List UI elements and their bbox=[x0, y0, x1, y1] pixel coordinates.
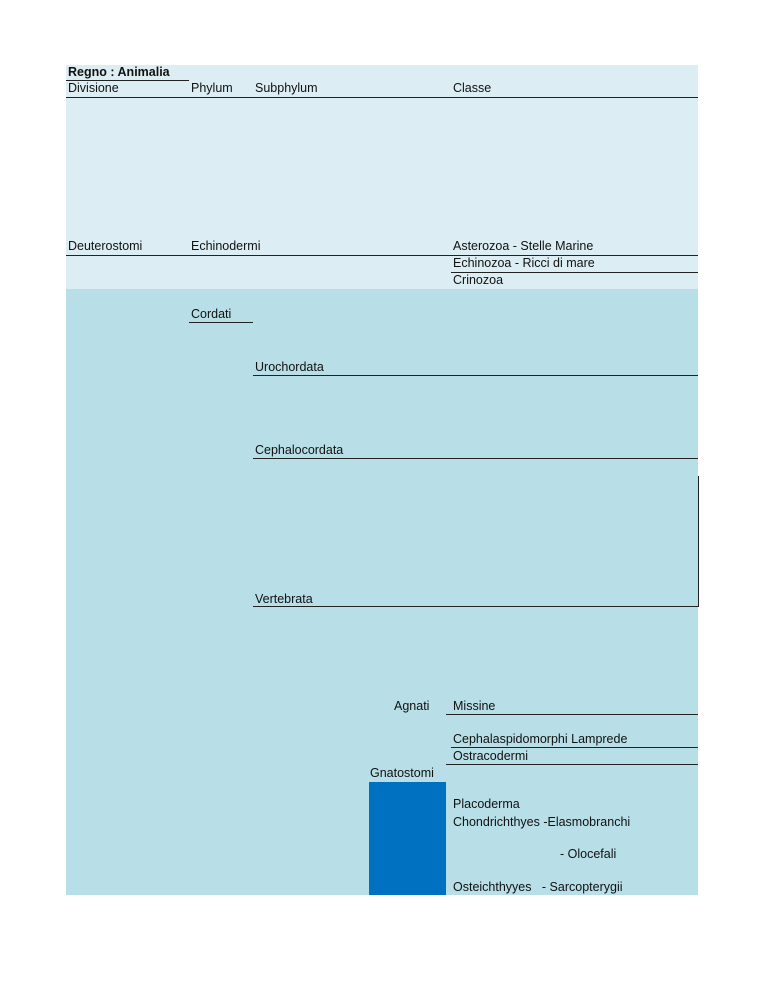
class-echinozoa: Echinozoa - Ricci di mare bbox=[453, 256, 595, 270]
gnatostomi-highlight-block bbox=[369, 782, 446, 895]
class-cephalaspidomorphi: Cephalaspidomorphi Lamprede bbox=[453, 732, 628, 746]
kingdom-title: Regno : Animalia bbox=[68, 65, 170, 79]
class-missine: Missine bbox=[453, 699, 496, 713]
class-asterozoa: Asterozoa - Stelle Marine bbox=[453, 239, 594, 253]
column-header-phylum: Phylum bbox=[191, 81, 233, 95]
subphylum-cephalocordata: Cephalocordata bbox=[255, 443, 344, 457]
ostracodermi-rule bbox=[446, 764, 698, 765]
vertebrata-bracket-line bbox=[698, 476, 699, 606]
column-header-division: Divisione bbox=[68, 81, 119, 95]
header-underline bbox=[66, 97, 698, 98]
urochordata-rule bbox=[253, 375, 698, 376]
phylum-echinodermi: Echinodermi bbox=[191, 239, 261, 253]
vertebrata-rule bbox=[253, 606, 699, 607]
class-crinozoa: Crinozoa bbox=[453, 273, 504, 287]
subphylum-urochordata: Urochordata bbox=[255, 360, 324, 374]
class-ostracodermi: Ostracodermi bbox=[453, 749, 529, 763]
division-deuterostomi: Deuterostomi bbox=[68, 239, 143, 253]
class-olocefali: - Olocefali bbox=[560, 847, 617, 861]
cephalaspidomorphi-rule bbox=[451, 747, 698, 748]
class-placoderma: Placoderma bbox=[453, 797, 520, 811]
missine-rule bbox=[446, 714, 698, 715]
deuterostomi-row-rule bbox=[66, 255, 698, 256]
column-header-subphylum: Subphylum bbox=[255, 81, 318, 95]
phylum-cordati: Cordati bbox=[191, 307, 232, 321]
subphylum-vertebrata: Vertebrata bbox=[255, 592, 313, 606]
group-gnatostomi: Gnatostomi bbox=[370, 766, 434, 780]
cordati-underline bbox=[189, 322, 253, 323]
column-header-class: Classe bbox=[453, 81, 492, 95]
class-osteichthyyes: Osteichthyyes - Sarcopterygii bbox=[453, 880, 623, 894]
cephalocordata-rule bbox=[253, 458, 698, 459]
class-chondrichthyes: Chondrichthyes -Elasmobranchi bbox=[453, 815, 631, 829]
group-agnati: Agnati bbox=[394, 699, 430, 713]
